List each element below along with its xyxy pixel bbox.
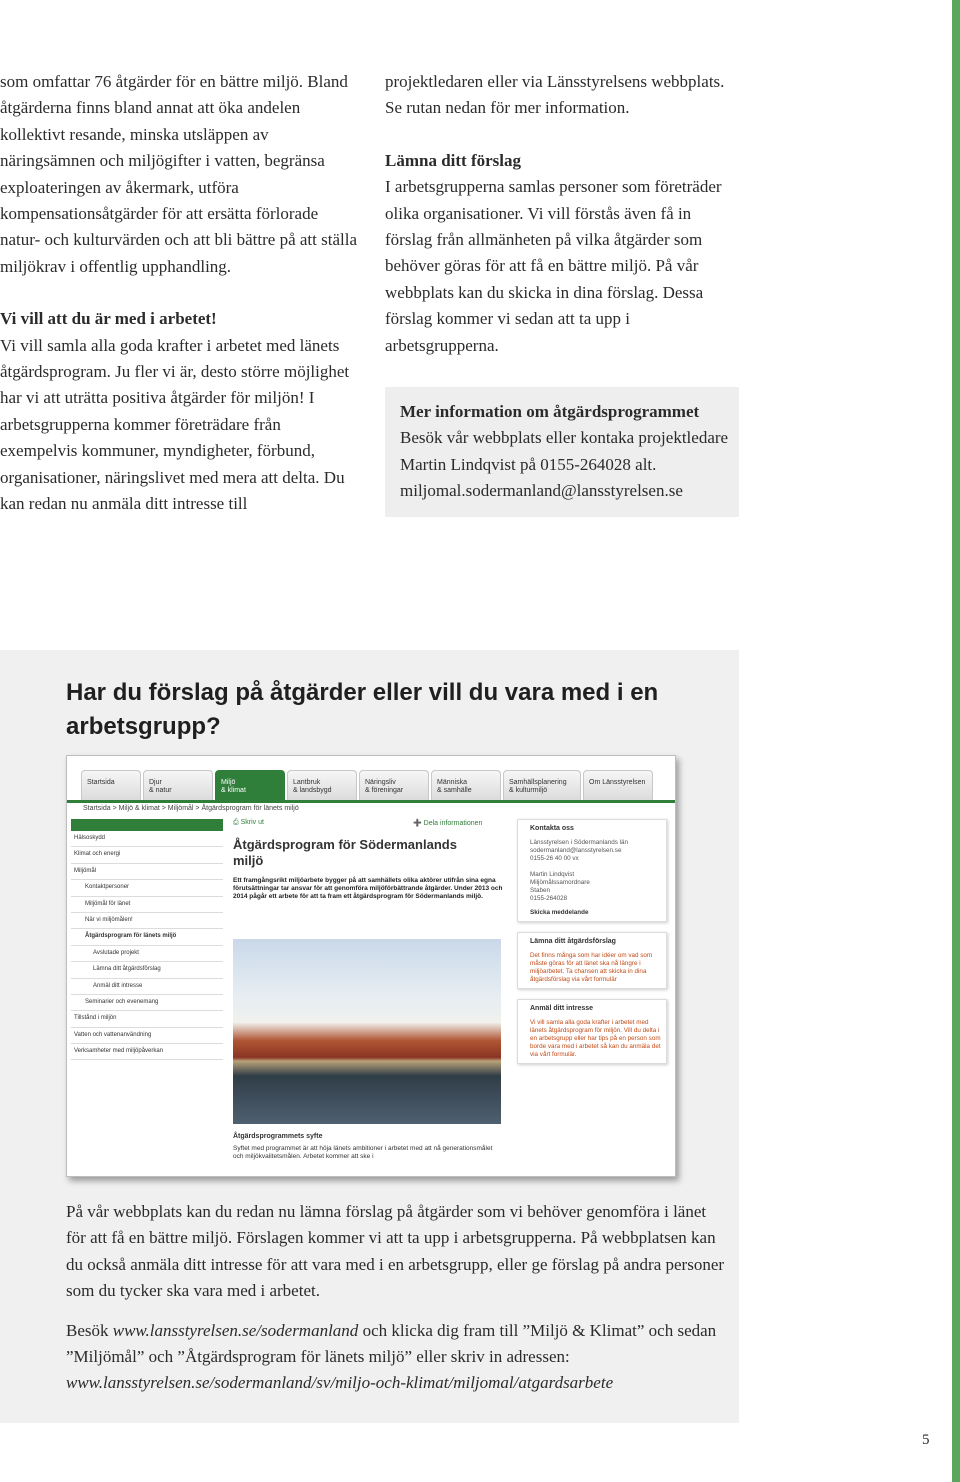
page-edge-green-bar (952, 0, 960, 1482)
continued-paragraph: projektledaren eller via Länsstyrelsens webbplats. Se rutan nedan för mer information. (385, 72, 725, 118)
nav-item-djur-natur[interactable]: Djur & natur (143, 770, 213, 800)
suggestion-heading: Lämna ditt förslag (385, 150, 521, 170)
site-intro: Ett framgångsrikt miljöarbete bygger på att samhällets olika aktörer utifrån sina egna förutsättningar tar ansvar för att genomföra miljöförbättrande åtgärder. Under 2013 och 2014 pågår ett arbete för att ta fram ett åtgärdsprogram för Södermanlands miljö. (233, 877, 503, 901)
site-sidebar (71, 819, 223, 1059)
feature-paragraph-1: På vår webbplats kan du redan nu lämna förslag på åtgärder som vi behöver genomföra i länet för att få en bättre miljö. Förslagen kommer vi att ta upp i arbetsgrupperna. På webbplatsen kan du också anmäla ditt intresse för att vara med i en arbetsgrupp, eller ge förslag på andra personer som du tycker ska vara med i arbetet. (66, 1202, 725, 1301)
instructions-text: och klicka dig fram till ”Miljö & Klimat” och sedan ”Miljömål” och ”Åtgärdsprogram för länets miljö” eller skriv in adressen: (66, 1320, 717, 1367)
sidebar-item-miljomal[interactable]: Miljömål (71, 864, 223, 880)
feature-title: Har du förslag på åtgärder eller vill du vara med i en arbetsgrupp? (66, 679, 659, 740)
site-page-title: Åtgärdsprogram för Södermanlands miljö (233, 837, 457, 868)
page-tools (233, 819, 513, 827)
website-screenshot (66, 755, 676, 1177)
sidebar-item-kontaktpersoner[interactable]: Kontaktpersoner (71, 880, 223, 896)
interest-box[interactable] (517, 999, 667, 1064)
info-text: Besök vår webbplats eller kontaka projektledare Martin Lindqvist på 0155-264028 alt. miljomal.sodermanland@lansstyrelsen.se (400, 428, 729, 501)
suggest-text: Det finns många som har idéer om vad som måste göras för att länet ska nå längre i miljöarbetet. Ta chansen att skicka in dina åtgärdsförslag via vårt formulär (530, 952, 653, 983)
contact-box (517, 819, 667, 922)
site-main (233, 819, 513, 1169)
info-heading: Mer information om åtgärdsprogrammet (400, 402, 700, 421)
share-link-wrap (413, 819, 482, 827)
print-icon[interactable]: ⎙ (233, 819, 239, 826)
sidebar-item-lamna-forslag[interactable]: Lämna ditt åtgärdsförslag (71, 962, 223, 978)
right-column (385, 69, 740, 359)
sidebar-item-avslutade[interactable]: Avslutade projekt (71, 946, 223, 962)
print-link[interactable]: Skriv ut (240, 819, 264, 826)
suggest-heading[interactable]: Lämna ditt åtgärdsförslag (530, 938, 616, 945)
site-right-column (517, 819, 667, 1074)
nav-item-lantbruk[interactable]: Lantbruk & landsbygd (287, 770, 357, 800)
contact-heading: Kontakta oss (530, 825, 574, 832)
breadcrumb[interactable]: Startsida > Miljö & klimat > Miljömål > Åtgärdsprogram för länets miljö (83, 805, 299, 812)
sidebar-item-anmal[interactable]: Anmäl ditt intresse (71, 979, 223, 995)
intro-paragraph: som omfattar 76 åtgärder för en bättre miljö. Bland åtgärderna finns bland annat att öka andelen kollektivt resande, minska utsläppen av näringsämnen och miljögifter i vatten, begränsa exploateringen av åkermark, utföra kompensationsåtgärder för att ersätta förlorade natur- och kulturvärden och att bli bättre på att ställa miljökrav i offentlig upphandling. (0, 72, 357, 276)
sidebar-item-tillstand[interactable]: Tillstånd i miljön (71, 1011, 223, 1027)
visit-text: Besök (66, 1320, 113, 1340)
town-photo (233, 939, 501, 1124)
suggest-box[interactable] (517, 932, 667, 989)
nav-item-manniska[interactable]: Människa & samhälle (431, 770, 501, 800)
sidebar-header-bar (71, 819, 223, 831)
sidebar-item-nar-vi[interactable]: När vi miljömålen! (71, 913, 223, 929)
share-link[interactable]: Dela informationen (423, 820, 483, 827)
suggestion-paragraph: I arbetsgrupperna samlas personer som företräder olika organisationer. Vi vill förstås även få in förslag från allmänheten på vilka åtgärder som behöver göras för att få en bättre miljö. På vår webbplats kan du skicka in dina förslag. Dessa förslag kommer vi sedan att ta upp i arbetsgrupperna. (385, 177, 722, 355)
send-message-link[interactable]: Skicka meddelande (530, 909, 589, 916)
nav-item-samhallsplanering[interactable]: Samhällsplanering & kulturmiljö (503, 770, 581, 800)
interest-text: Vi vill samla alla goda krafter i arbetet med länets åtgärdsprogram för miljön. Vill du delta i en arbetsgrupp eller har tips på en person som borde vara med i arbetet så kan du anmäla det via vårt formulär. (530, 1019, 661, 1058)
sidebar-item-klimat[interactable]: Klimat och energi (71, 847, 223, 863)
sidebar-item-miljomal-lanet[interactable]: Miljömål för länet (71, 897, 223, 913)
nav-underline (67, 800, 675, 803)
interest-heading[interactable]: Anmäl ditt intresse (530, 1005, 594, 1012)
nav-item-naringsliv[interactable]: Näringsliv & föreningar (359, 770, 429, 800)
site-nav (67, 770, 675, 800)
contact-lines: Länsstyrelsen i Södermanlands län sodermanland@lansstyrelsen.se 0155-26 40 00 vx Martin Lindqvist Miljömålssamordnare Staben 0155-264028 (530, 839, 629, 902)
sidebar-item-vatten[interactable]: Vatten och vattenanvändning (71, 1028, 223, 1044)
sidebar-item-halsoskydd[interactable]: Hälsoskydd (71, 831, 223, 847)
sidebar-item-verksamheter[interactable]: Verksamheter med miljöpåverkan (71, 1044, 223, 1060)
page-number: 5 (922, 1432, 930, 1448)
feature-text (66, 1199, 726, 1397)
nav-item-startsida[interactable]: Startsida (81, 770, 141, 800)
nav-item-miljo-klimat[interactable]: Miljö & klimat (215, 770, 285, 800)
sidebar-item-atgardsprogram[interactable]: Åtgärdsprogram för länets miljö (71, 929, 223, 945)
site-subheading: Åtgärdsprogrammets syfte (233, 1133, 323, 1140)
feature-paragraph-2 (66, 1318, 726, 1397)
info-box (385, 387, 739, 517)
full-url-link[interactable]: www.lansstyrelsen.se/sodermanland/sv/miljo-och-klimat/miljomal/atgardsarbete (66, 1373, 614, 1393)
share-icon[interactable]: ➕ (413, 820, 422, 827)
join-paragraph: Vi vill samla alla goda krafter i arbetet med länets åtgärdsprogram. Ju fler vi är, desto större möjlighet har vi att uträtta positiva åtgärder för miljön! I arbetsgrupperna kommer företrädare från exempelvis kommuner, myndigheter, förbund, organisationer, näringslivet med mera att delta. Du kan redan nu anmäla ditt intresse till (0, 335, 350, 514)
left-column (0, 69, 362, 518)
join-heading: Vi vill att du är med i arbetet! (0, 309, 217, 329)
site-subtext: Syftet med programmet är att höja länets ambitioner i arbetet med att nå generationsmålet och miljökvalitetsmålen. Arbetet kommer att ske i (233, 1145, 493, 1161)
website-link[interactable]: www.lansstyrelsen.se/sodermanland (112, 1320, 359, 1340)
nav-item-om-lansstyrelsen[interactable]: Om Länsstyrelsen (583, 770, 653, 800)
sidebar-item-seminarier[interactable]: Seminarier och evenemang (71, 995, 223, 1011)
